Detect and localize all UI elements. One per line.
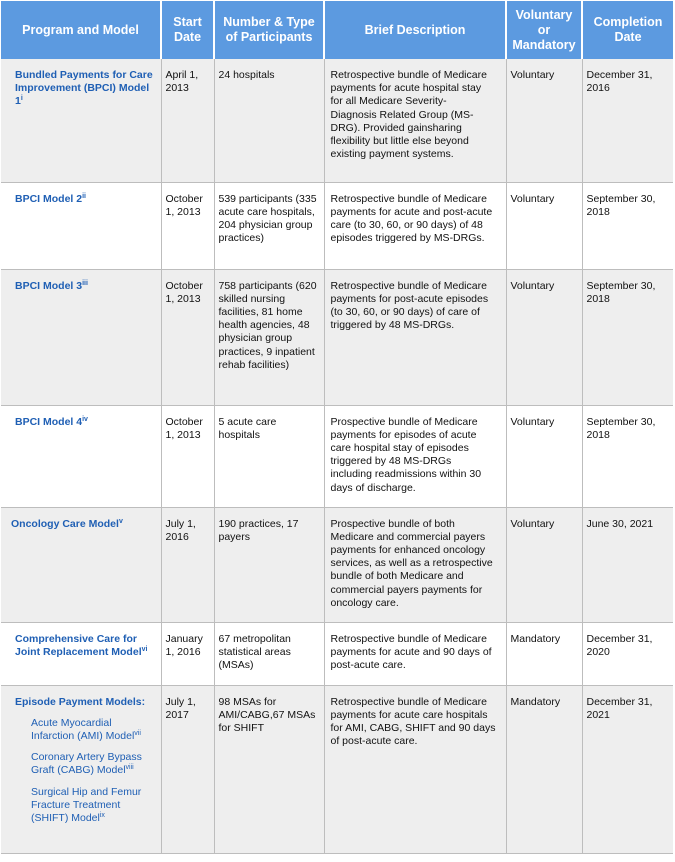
program-name xyxy=(1,405,161,507)
header-program: Program and Model xyxy=(1,1,161,59)
completion-date: September 30, 2018 xyxy=(582,269,673,405)
footnote-marker: i xyxy=(20,95,23,103)
header-description: Brief Description xyxy=(324,1,506,59)
participants: 5 acute care hospitals xyxy=(214,405,324,507)
sub-model-label: Surgical Hip and Femur Fracture Treatment (SHIFT) Model xyxy=(31,785,142,824)
voluntary-status: Voluntary xyxy=(506,405,582,507)
sub-model-label: Coronary Artery Bypass Graft (CABG) Model xyxy=(31,751,142,777)
footnote-marker: ix xyxy=(99,811,105,819)
sub-model-ami xyxy=(31,717,155,743)
header-start-date: Start Date xyxy=(161,1,214,59)
start-date: July 1, 2016 xyxy=(161,507,214,622)
header-row xyxy=(1,1,673,59)
table-row xyxy=(1,622,673,685)
program-label: BPCI Model 4 xyxy=(15,415,83,428)
footnote-marker: vii xyxy=(134,729,141,737)
voluntary-status: Voluntary xyxy=(506,182,582,269)
completion-date: December 31, 2020 xyxy=(582,622,673,685)
table-row xyxy=(1,405,673,507)
header-participants: Number & Type of Participants xyxy=(214,1,324,59)
completion-date: December 31, 2021 xyxy=(582,685,673,853)
footnote-marker: viii xyxy=(125,764,134,772)
description: Retrospective bundle of Medicare payments for acute hospital stay for all Medicare Severity- Diagnosis Related Group (MS-DRG). Provided gainsharing flexibility but little else beyond existing payment systems. xyxy=(324,59,506,182)
table-row xyxy=(1,59,673,182)
start-date: October 1, 2013 xyxy=(161,405,214,507)
footnote-marker: ii xyxy=(82,192,86,200)
sub-model-label: Acute Myocardial Infarction (AMI) Model xyxy=(31,716,135,742)
program-label: Comprehensive Care for Joint Replacement Model xyxy=(15,632,142,658)
header-voluntary: Voluntary or Mandatory xyxy=(506,1,582,59)
voluntary-status: Voluntary xyxy=(506,59,582,182)
voluntary-status: Voluntary xyxy=(506,507,582,622)
voluntary-status: Mandatory xyxy=(506,622,582,685)
footnote-marker: v xyxy=(118,517,123,525)
completion-date: June 30, 2021 xyxy=(582,507,673,622)
participants: 539 participants (335 acute care hospitals, 204 physician group practices) xyxy=(214,182,324,269)
description: Retrospective bundle of Medicare payments for acute and 90 days of post-acute care. xyxy=(324,622,506,685)
program-label: BPCI Model 3 xyxy=(15,279,83,292)
participants: 758 participants (620 skilled nursing facilities, 81 home health agencies, 48 physician group practices, 9 inpatient rehab facilities) xyxy=(214,269,324,405)
program-name xyxy=(1,182,161,269)
program-label: Episode Payment Models: xyxy=(15,695,146,708)
header-completion: Completion Date xyxy=(582,1,673,59)
table-row xyxy=(1,269,673,405)
table-row xyxy=(1,507,673,622)
participants: 190 practices, 17 payers xyxy=(214,507,324,622)
program-name xyxy=(1,622,161,685)
participants: 67 metropolitan statistical areas (MSAs) xyxy=(214,622,324,685)
participants: 24 hospitals xyxy=(214,59,324,182)
program-name xyxy=(1,685,161,853)
description: Retrospective bundle of Medicare payments for acute and post-acute care (to 30, 60, or 90 days) of 48 episodes triggered by MS-DRGs. xyxy=(324,182,506,269)
description: Prospective bundle of Medicare payments for episodes of acute care hospital stay of episodes triggered by 48 MS-DRGs including readmissions within 30 days of discharge. xyxy=(324,405,506,507)
completion-date: September 30, 2018 xyxy=(582,405,673,507)
table-row xyxy=(1,685,673,853)
program-label: Oncology Care Model xyxy=(11,517,119,530)
footnote-marker: iv xyxy=(82,415,88,423)
voluntary-status: Mandatory xyxy=(506,685,582,853)
program-name xyxy=(1,59,161,182)
start-date: October 1, 2013 xyxy=(161,182,214,269)
description: Prospective bundle of both Medicare and commercial payers payments for enhanced oncology services, as well as a retrospective bundle of both Medicare and commercial payers payments for oncology care. xyxy=(324,507,506,622)
payment-models-table xyxy=(1,1,673,854)
footnote-marker: iii xyxy=(82,279,88,287)
program-name xyxy=(1,269,161,405)
description: Retrospective bundle of Medicare payments for acute care hospitals for AMI, CABG, SHIFT and 90 days of post-acute care. xyxy=(324,685,506,853)
participants: 98 MSAs for AMI/CABG,67 MSAs for SHIFT xyxy=(214,685,324,853)
program-label: Bundled Payments for Care Improvement (BPCI) Model 1 xyxy=(15,69,153,108)
start-date: April 1, 2013 xyxy=(161,59,214,182)
completion-date: September 30, 2018 xyxy=(582,182,673,269)
footnote-marker: vi xyxy=(141,645,148,653)
completion-date: December 31, 2016 xyxy=(582,59,673,182)
program-name xyxy=(1,507,161,622)
table-row xyxy=(1,182,673,269)
sub-model-cabg xyxy=(31,751,155,777)
voluntary-status: Voluntary xyxy=(506,269,582,405)
start-date: January 1, 2016 xyxy=(161,622,214,685)
start-date: October 1, 2013 xyxy=(161,269,214,405)
program-label: BPCI Model 2 xyxy=(15,192,83,205)
start-date: July 1, 2017 xyxy=(161,685,214,853)
sub-model-shift xyxy=(31,786,155,826)
description: Retrospective bundle of Medicare payments for post-acute episodes (to 30, 60, or 90 days) of care of triggered by 48 MS-DRGs. xyxy=(324,269,506,405)
